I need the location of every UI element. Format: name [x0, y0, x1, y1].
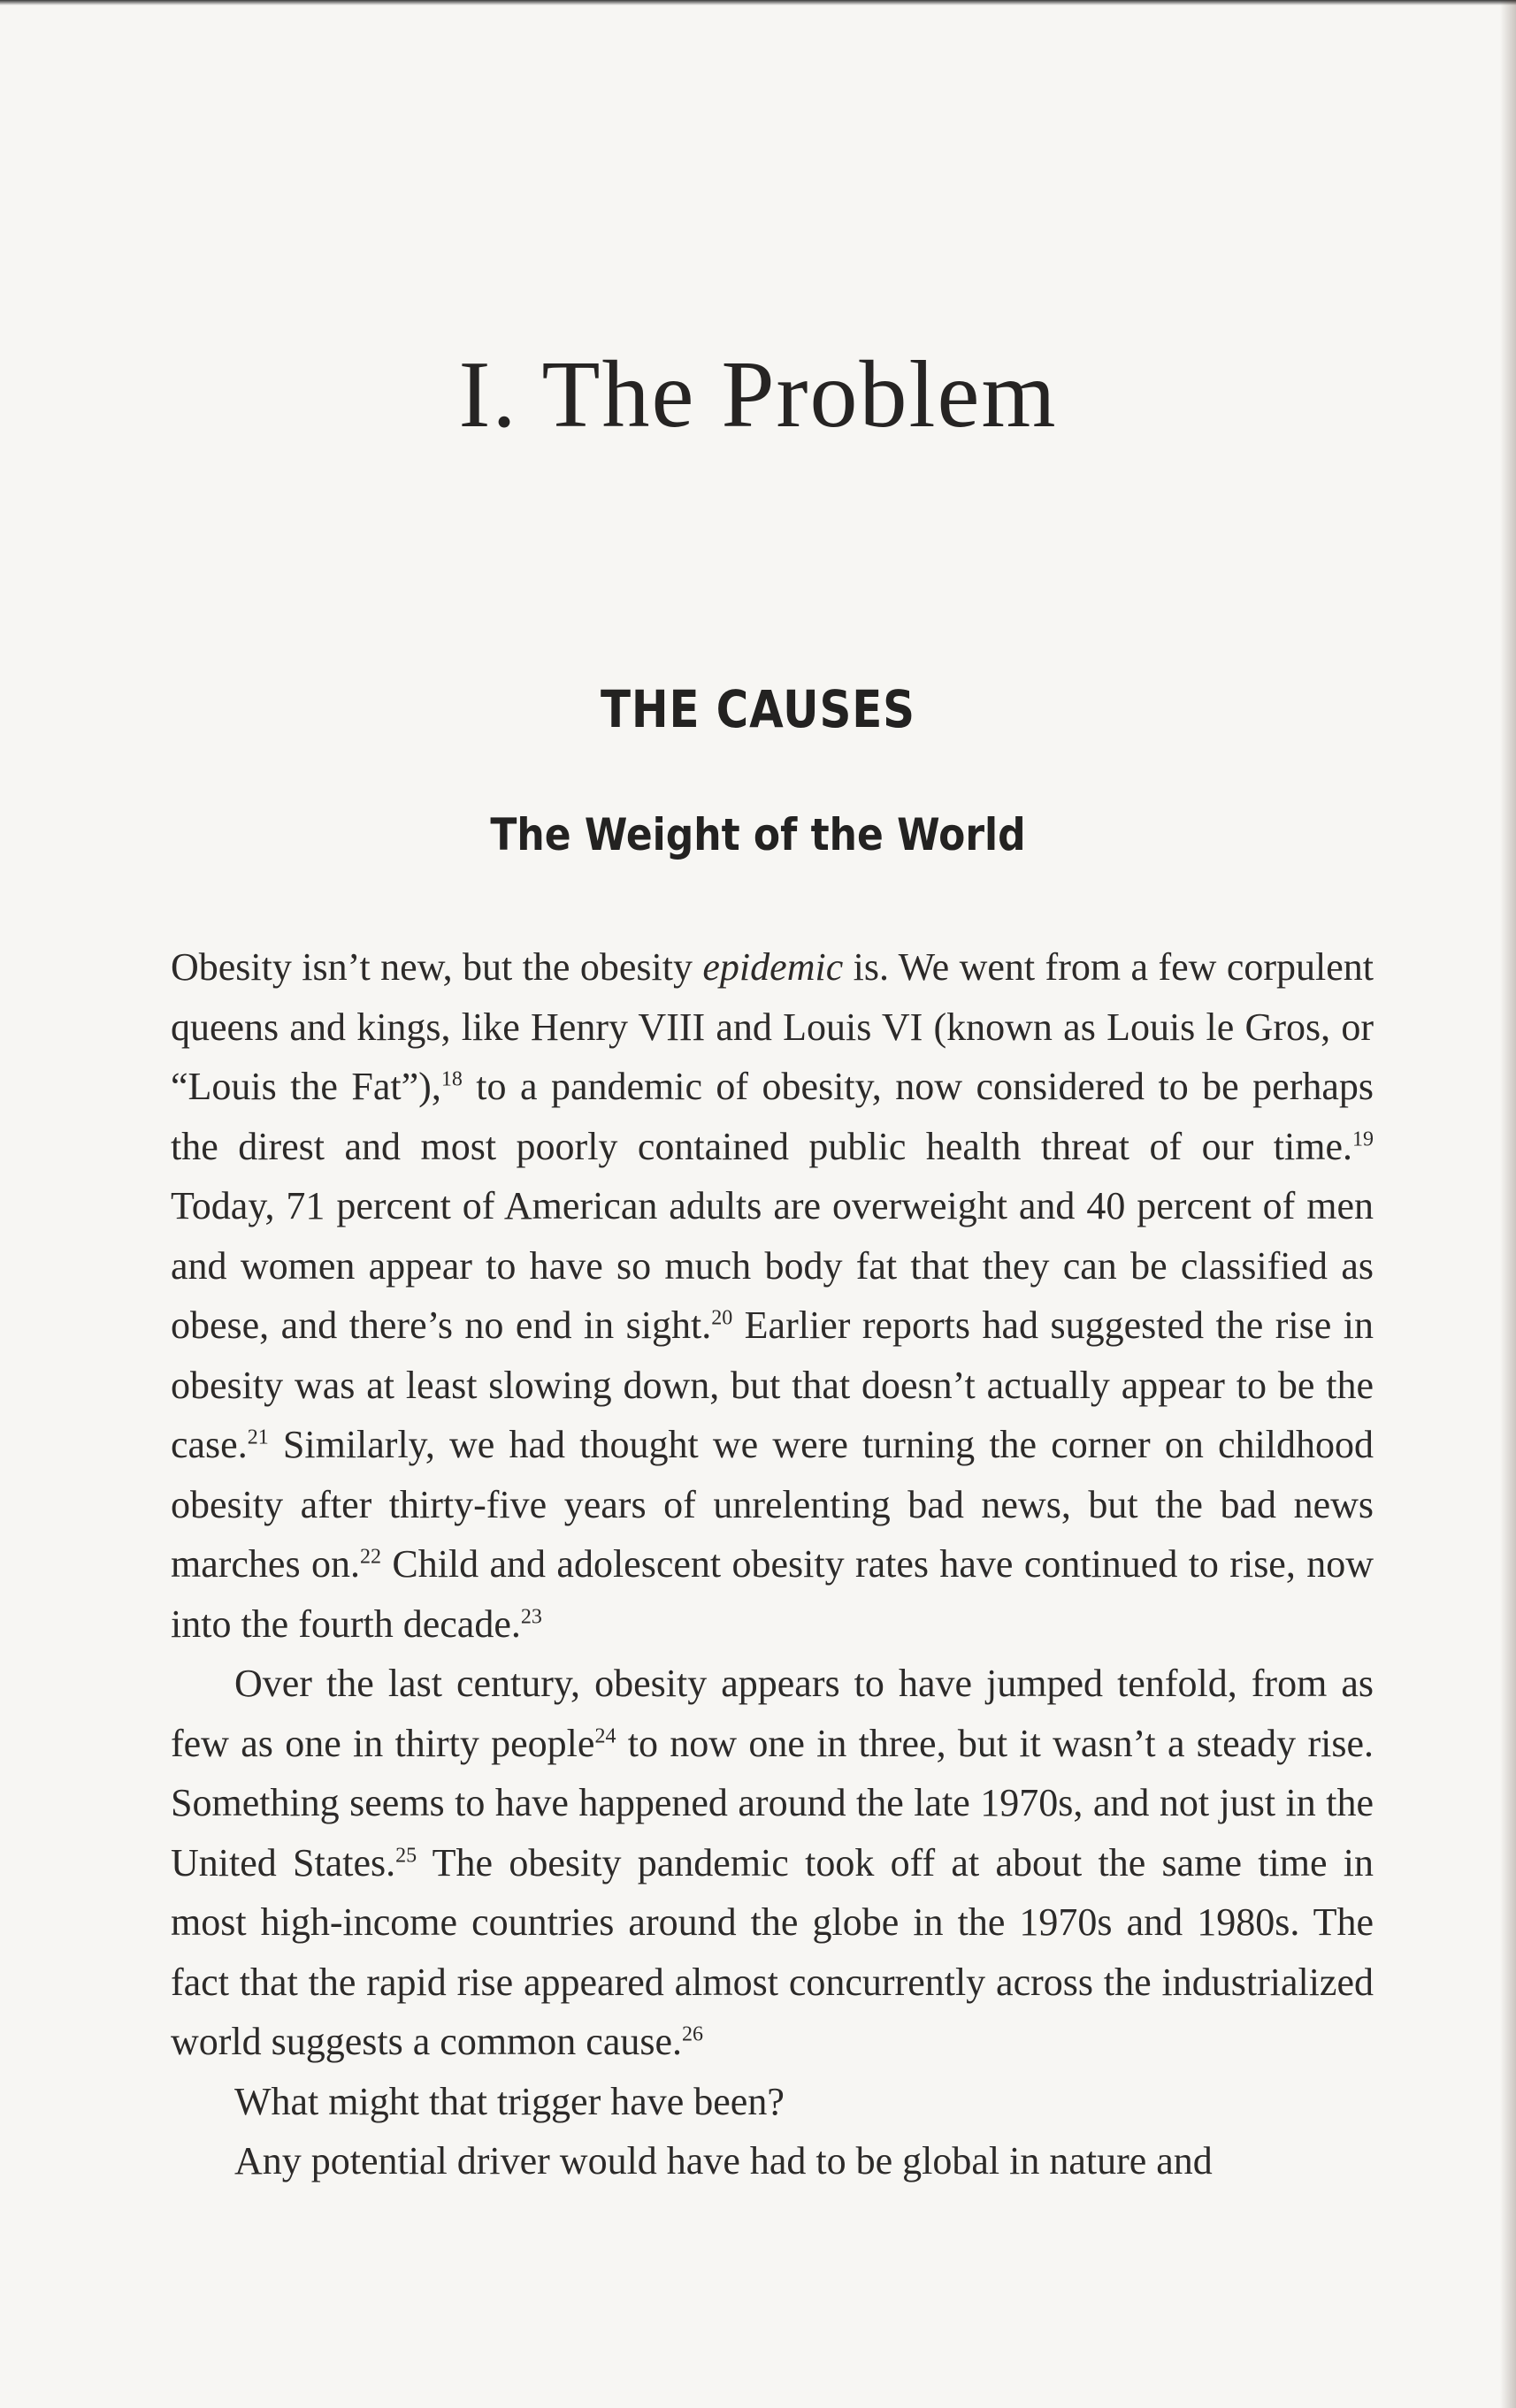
- section-heading: THE CAUSES: [601, 679, 915, 739]
- text-run: Similarly, we had thought we were turning the corner on childhood obesity after thirty-five years of unrelenting bad news, but the bad news marches on.: [171, 1423, 1374, 1586]
- paragraph: [171, 937, 1374, 1654]
- footnote-ref: 18: [440, 1067, 463, 1091]
- footnote-ref: 24: [594, 1724, 616, 1747]
- text-run: is. We went from a few corpulent queens and kings, like Henry VIII and Louis VI (known as Louis le Gros, or “Louis the Fat”),: [171, 945, 1374, 1108]
- text-run: What might that trigger have been?: [234, 2079, 785, 2123]
- footnote-ref: 21: [247, 1426, 269, 1449]
- text-run: Today, 71 percent of American adults are overweight and 40 percent of men and women appear to have so much body fat that they can be classified as obese, and there’s no end in sight.: [171, 1184, 1374, 1347]
- body-text: [171, 937, 1374, 2191]
- text-run: Over the last century, obesity appears to have jumped tenfold, from as few as one in thirty people: [171, 1662, 1374, 1765]
- part-title: I. The Problem: [458, 342, 1058, 447]
- page-top-edge: [0, 0, 1516, 5]
- text-run: to now one in three, but it wasn’t a steady rise. Something seems to have happened around the late 1970s, and not just in the United States.: [171, 1721, 1374, 1884]
- footnote-ref: 26: [682, 2022, 703, 2046]
- footnote-ref: 25: [395, 1843, 417, 1867]
- text-run: Obesity isn’t new, but the obesity: [171, 945, 703, 989]
- footnote-ref: 20: [711, 1306, 733, 1330]
- footnote-ref: 22: [359, 1545, 381, 1569]
- paragraph: [171, 1654, 1374, 2072]
- text-run: Child and adolescent obesity rates have continued to rise, now into the fourth decade.: [171, 1542, 1374, 1646]
- footnote-ref: 19: [1352, 1127, 1374, 1150]
- paragraph: [171, 2131, 1374, 2191]
- footnote-ref: 23: [520, 1604, 542, 1628]
- text-run: The obesity pandemic took off at about the same time in most high-income countries around the globe in the 1970s and 1980s. The fact that the rapid rise appeared almost concurrently across the industrialized world suggests a common cause.: [171, 1840, 1374, 2063]
- text-run: Earlier reports had suggested the rise in obesity was at least slowing down, but that doesn’t actually appear to be the case.: [171, 1303, 1374, 1466]
- emphasis-text: epidemic: [702, 945, 844, 989]
- text-run: Any potential driver would have had to be global in nature and: [234, 2139, 1213, 2182]
- paragraph: [171, 2072, 1374, 2132]
- text-run: to a pandemic of obesity, now considered to be perhaps the direst and most poorly contained public health threat of our time.: [171, 1065, 1374, 1168]
- subheading: The Weight of the World: [490, 809, 1026, 860]
